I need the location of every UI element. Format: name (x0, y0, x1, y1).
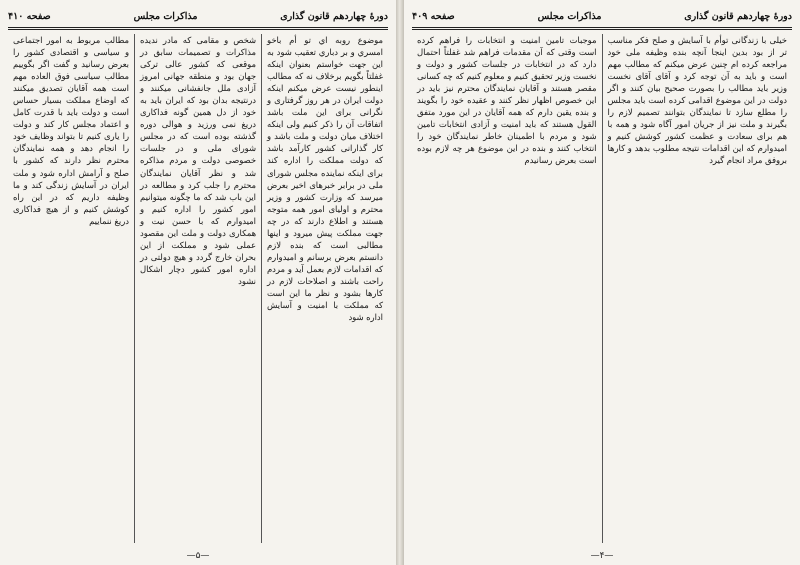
right-page-header (412, 6, 792, 26)
left-page-title: دورهٔ چهاردهم قانون گذاری (280, 10, 388, 22)
left-column-1: موضوع روبه اي تو أم باخو امسري و بر دباري تعقيب شود به این جهت خواستم بعنوان اینکه غفلتاً بگویم برخلاف نه که مطالب اینطور نیست عرض میکنم اینکه دولت ایران در هر روز گرفتاری و نگرانی برای این ملت باشد اتفاقات آن را ذکر کنیم ولی اینکه اختلاف میان دولت و ملت باشد و کار گذارانی کشور کارآمد باشد که دولت مملکت را اداره کند برای اینکه نماینده مجلس شورای ملی در برابر خبرهای اخیر بعرض میرسد که وزارت کشور و وزیر محترم و اولیای امور همه متوجه هستند و اطلاع دارند که در چه جهت مملکت پیش میرود و اینها مطالبی است که بنده لازم دانستم بعرض برسانم و امیدوارم که اقدامات لازم بعمل آید و مردم راحت باشند و اصلاحات لازم در کارها بشود و نظر ما این است که مملکت با امنیت و آسایش اداره شود (267, 35, 383, 323)
left-page-header (8, 6, 388, 26)
right-page (404, 0, 800, 565)
left-page-number-label: صفحه ۴۱۰ (8, 10, 51, 22)
right-page-footer: —۴— (590, 551, 614, 561)
right-page-number-label: صفحه ۴۰۹ (412, 10, 455, 22)
right-page-title: دورهٔ چهاردهم قانون گذاری (684, 10, 792, 22)
left-page (0, 0, 396, 565)
left-column-3: مطالب مربوط به امور اجتماعی و سیاسی و اقتصادی کشور را بعرض رسانید و گفت اگر بگوییم مطالب سیاسی فوق العاده مهم است همه آقایان تصدیق میکنند که اوضاع مملکت بسیار حساس است و دولت باید با قدرت کامل و اعتماد مجلس کار کند و دولت را یاری کنیم تا بتواند وظایف خود را انجام دهد و همه نمایندگان محترم نظر دارند که کشور با صلح و آرامش اداره شود و ملت ایران در آسایش زندگی کند و ما وظیفه داریم که در این راه کوشش کنیم و از هیچ فداکاری دریغ ننماییم (13, 35, 129, 226)
left-page-section: مذاکرات مجلس (133, 10, 198, 22)
right-page-columns (412, 34, 792, 543)
book-gutter (396, 0, 404, 565)
right-header-rule (412, 27, 792, 30)
right-page-section: مذاکرات مجلس (537, 10, 602, 22)
left-header-rule (8, 27, 388, 30)
right-column-1: خیلی با زندگانی توأم با آسایش و صلح فکر مناسب تر از بود بدین اینجا آنچه بنده وظیفه ملی خود مراجعه کرده ام چنین عرض میکنم که مطالب مهم است و باید به آن توجه کرد و آقای آقای نخست وزیر باید مطالب را بصورت صحیح بیان کنند و اگر دولت در این موضوع اقدامی کرده است باید مجلس را مطلع سازد تا نمایندگان بتوانند تصمیم لازم را بگیرند و ملت نیز از جریان امور آگاه شود و همه با هم برای سعادت و عظمت کشور کوشش کنیم و امیدوارم که این اقدامات نتیجه مطلوب بدهد و کارها بروفق مراد انجام گیرد (607, 35, 787, 166)
left-page-columns (8, 34, 388, 543)
left-column-2: شخص و مقامی که مادر ندیده مذاکرات و تصمیمات سابق در موقعی که کشور عالی ترکی جهان بود و منطقه جهانی امروز آزادی ملل جانفشانی میکنند و درنتیجه بدان بود که ایران باید به خود از دل همین گونه فداکاری دریغ نمی ورزید و هوالی دوره گذشته بوده است که در مجلس شورای ملی و در جلسات خصوصی دولت و مردم مذاکره شد و نظر آقایان نمایندگان محترم را جلب کرد و مطالعه در این باب شد که ما چگونه میتوانیم امور کشور را اداره کنیم و امیدوارم که با حسن نیت و همکاری دولت و ملت این مقصود عملی شود و مملکت از این بحران خارج گردد و هیچ دولتی در اداره امور کشور دچار اشکال نشود (140, 35, 256, 286)
left-page-footer: —۵— (186, 551, 210, 561)
right-column-2: موجبات تامین امنیت و انتخابات را فراهم کرده است وقتی که آن مقدمات فراهم شد غفلتاً احتمال دارد که در انتخابات در جلسات کشور و دولت و نخست وزیر تحقیق کنیم و معلوم کنیم که چه کسانی مقصر هستند و آقایان نمایندگان محترم نیز باید در این خصوص اظهار نظر کنند و عقیده خود را بگویند و بنده یقین دارم که همه آقایان در این مورد متفق القول هستند که باید امنیت و آزادی انتخابات تامین شود و مردم با اطمینان خاطر نمایندگان خود را انتخاب کنند و بنده در این موضوع هر چه لازم بوده است بعرض رسانیدم (417, 35, 597, 166)
